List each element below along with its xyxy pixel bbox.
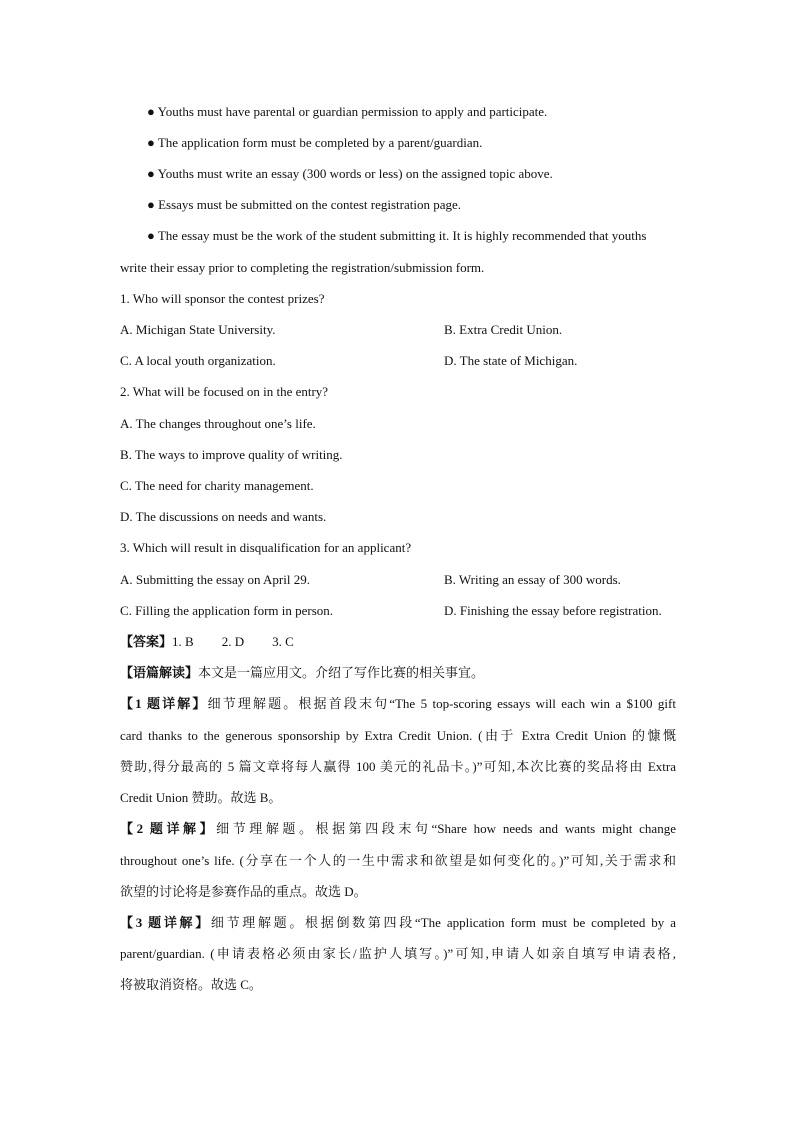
explanation-1-line-3: 赞助,得分最高的 5 篇文章将每人赢得 100 美元的礼品卡。)”可知,本次比赛的奖品将由 Extra xyxy=(120,759,676,774)
q3-option-d: D. Finishing the essay before registration. xyxy=(444,603,662,618)
answer-3: 3. C xyxy=(272,634,294,649)
explanation-2-line-3: 欲望的讨论将是参赛作品的重点。故选 D。 xyxy=(120,884,367,899)
question-3: 3. Which will result in disqualification for an applicant? xyxy=(120,540,412,555)
question-2: 2. What will be focused on in the entry? xyxy=(120,384,329,399)
summary-line xyxy=(120,665,676,681)
rule-item-3: ● Youths must write an essay (300 words or less) on the assigned topic above. xyxy=(147,166,553,181)
explanation-3-line-3: 将被取消资格。故选 C。 xyxy=(120,977,262,992)
explanation-1-text-1: 细节理解题。根据首段末句“The 5 top-scoring essays will each win a $100 gift xyxy=(207,696,676,711)
q1-option-d: D. The state of Michigan. xyxy=(444,353,578,368)
explanation-1-line-2: card thanks to the generous sponsorship by Extra Credit Union. (由于 Extra Credit Union 的慷慨 xyxy=(120,728,676,743)
q2-option-a: A. The changes throughout one’s life. xyxy=(120,416,316,431)
explanation-1-label: 【1 题详解】 xyxy=(120,696,208,711)
answer-label: 【答案】 xyxy=(120,634,173,649)
q1-option-b: B. Extra Credit Union. xyxy=(444,322,563,337)
explanation-3-text-1: 细节理解题。根据倒数第四段“The application form must be completed by a xyxy=(210,915,676,930)
q2-option-b: B. The ways to improve quality of writing. xyxy=(120,447,343,462)
explanation-2-line-2: throughout one’s life. (分享在一个人的一生中需求和欲望是如何变化的。)”可知,关于需求和 xyxy=(120,853,676,868)
q3-option-a: A. Submitting the essay on April 29. xyxy=(120,572,310,587)
q2-option-d: D. The discussions on needs and wants. xyxy=(120,509,327,524)
explanation-2-label: 【2 题详解】 xyxy=(120,821,217,836)
question-1: 1. Who will sponsor the contest prizes? xyxy=(120,291,325,306)
explanation-3-line-1 xyxy=(120,915,676,931)
rule-item-1: ● Youths must have parental or guardian permission to apply and participate. xyxy=(147,104,548,119)
summary-text: 本文是一篇应用文。介绍了写作比赛的相关事宜。 xyxy=(198,665,485,680)
answer-1: 1. B xyxy=(172,634,194,649)
explanation-3-line-2: parent/guardian. (申请表格必须由家长/监护人填写。)”可知,申请人如亲自填写申请表格, xyxy=(120,946,676,961)
rule-item-5-continuation: write their essay prior to completing the registration/submission form. xyxy=(120,260,485,275)
q3-option-b: B. Writing an essay of 300 words. xyxy=(444,572,621,587)
explanation-2-line-1 xyxy=(120,821,676,837)
q1-option-c: C. A local youth organization. xyxy=(120,353,276,368)
explanation-1-line-4: Credit Union 赞助。故选 B。 xyxy=(120,790,282,805)
rule-item-4: ● Essays must be submitted on the contest registration page. xyxy=(147,197,462,212)
explanation-2-text-1: 细节理解题。根据第四段末句“Share how needs and wants might change xyxy=(216,821,676,836)
answer-2: 2. D xyxy=(221,634,245,649)
rule-item-5: ● The essay must be the work of the student submitting it. It is highly recommended that youths xyxy=(147,228,647,243)
answer-line xyxy=(120,634,676,650)
summary-label: 【语篇解读】 xyxy=(120,665,199,680)
q3-option-c: C. Filling the application form in person. xyxy=(120,603,334,618)
q2-option-c: C. The need for charity management. xyxy=(120,478,314,493)
q1-option-a: A. Michigan State University. xyxy=(120,322,276,337)
explanation-3-label: 【3 题详解】 xyxy=(120,915,211,930)
rule-item-2: ● The application form must be completed by a parent/guardian. xyxy=(147,135,483,150)
explanation-1-line-1 xyxy=(120,696,676,712)
